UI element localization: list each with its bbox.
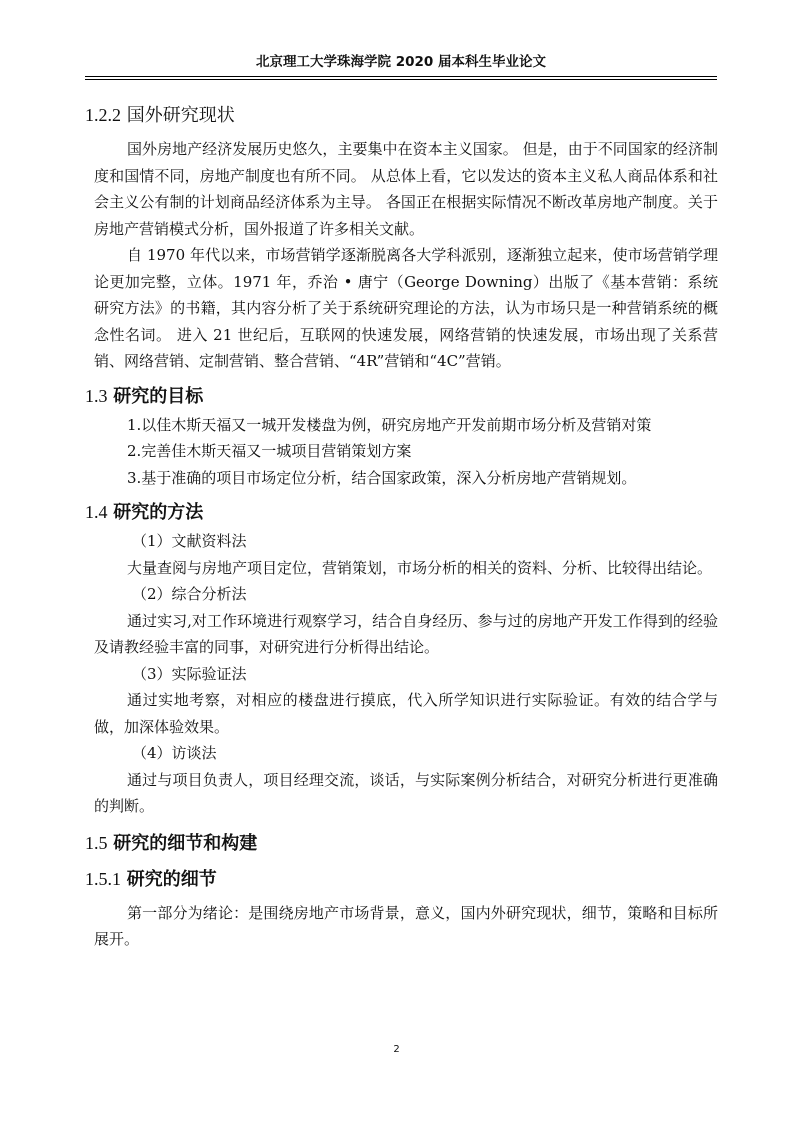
method-4-text: 通过与项目负责人，项目经理交流，谈话，与实际案例分析结合，对研究分析进行更准确的判断。 <box>94 770 718 815</box>
goal-item-1: 1.以佳木斯天福又一城开发楼盘为例，研究房地产开发前期市场分析及营销对策 <box>127 415 652 434</box>
header-rule <box>85 76 717 77</box>
section-number: 1.5.1 <box>85 868 121 889</box>
goal-item-2: 2.完善佳木斯天福又一城项目营销策划方案 <box>127 442 412 460</box>
method-2-text: 通过实习,对工作环境进行观察学习，结合自身经历、参与过的房地产开发工作得到的经验及请教经验丰富的同事，对研究进行分析得出结论。 <box>94 611 718 656</box>
section-title: 国外研究现状 <box>126 105 235 126</box>
section-title: 研究的目标 <box>113 385 204 407</box>
section-1-5-heading <box>85 829 718 858</box>
method-4-title: （4）访谈法 <box>132 744 217 762</box>
method-1-title: （1）文献资料法 <box>132 532 247 550</box>
method-3-text: 通过实地考察，对相应的楼盘进行摸底，代入所学知识进行实际验证。有效的结合学与做，加深体验效果。 <box>94 691 718 736</box>
method-1-text: 大量查阅与房地产项目定位，营销策划，市场分析的相关的资料、分析、比较得出结论。 <box>127 558 713 577</box>
section-number: 1.4 <box>85 502 108 522</box>
section-1-4-heading <box>85 498 718 527</box>
page-number: 2 <box>393 1044 400 1055</box>
section-1-5-1-heading <box>85 864 718 895</box>
method-3-title: （3）实际验证法 <box>132 664 247 683</box>
section-1-3-heading <box>85 382 718 411</box>
running-header: 北京理工大学珠海学院 2020 届本科生毕业论文 <box>256 54 546 70</box>
section-number: 1.3 <box>85 385 108 406</box>
section-number: 1.2.2 <box>85 105 121 125</box>
section-title: 研究的细节 <box>126 868 217 890</box>
section-title: 研究的方法 <box>113 502 204 523</box>
method-2-title: （2）综合分析法 <box>132 585 247 603</box>
paragraph: 国外房地产经济发展历史悠久，主要集中在资本主义国家。 但是，由于不同国家的经济制度和国情不同，房地产制度也有所不同。 从总体上看，它以发达的资本主义私人商品体系和社会主义公有制的计划商品经济体系为主导。 各国正在根据实际情况不断改革房地产制度。关于房地产营销模式分析，国外报道了许多相关文献。 <box>94 140 718 238</box>
section-title: 研究的细节和构建 <box>113 832 258 854</box>
paragraph: 自 1970 年代以来，市场营销学逐渐脱离各大学科派别，逐渐独立起来，使市场营销学理论更加完整，立体。1971 年，乔治 • 唐宁（George Downing）出版了《基本营销：系统研究方法》的书籍，其内容分析了关于系统研究理论的方法，认为市场只是一种营销系统的概念性名词。 进入 21 世纪后，互联网的快速发展，网络营销的快速发展，市场出现了关系营销、网络营销、定制营销、整合营销、“4R”营销和“4C”营销。 <box>94 246 718 370</box>
header-rule-thin <box>85 79 717 80</box>
page-body <box>85 100 718 953</box>
goal-item-3: 3.基于准确的项目市场定位分析，结合国家政策，深入分析房地产营销规划。 <box>127 468 637 487</box>
paragraph: 第一部分为绪论：是围绕房地产市场背景，意义，国内外研究现状，细节，策略和目标所展开。 <box>94 903 718 948</box>
section-1-2-2-heading <box>85 100 718 131</box>
section-number: 1.5 <box>85 832 108 853</box>
